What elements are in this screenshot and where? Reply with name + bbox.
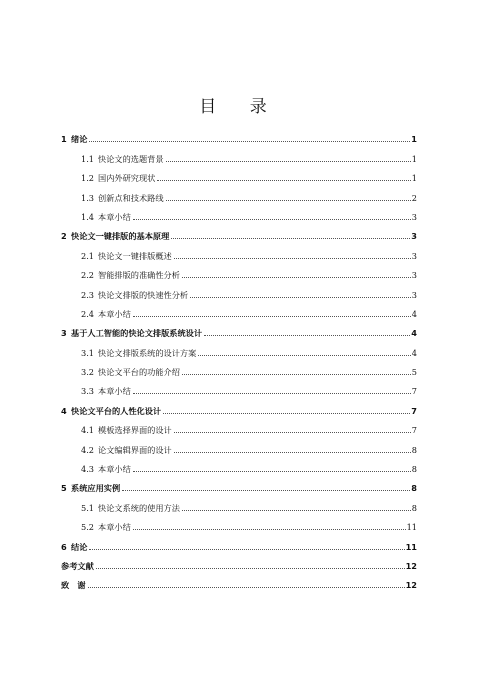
entry-title: 参考文献: [61, 560, 94, 571]
entry-page-number: 8: [411, 502, 417, 513]
entry-page-number: 3: [411, 250, 417, 261]
dot-leader: [174, 451, 411, 453]
entry-title: 智能排版的准确性分析: [98, 270, 180, 281]
dot-leader: [88, 586, 405, 588]
entry-page-number: 1: [411, 134, 417, 145]
toc-chapter-entry: [61, 319, 417, 338]
entry-page-number: 11: [405, 541, 417, 552]
entry-title: 快论文一键排版概述: [98, 250, 172, 261]
entry-page-number: 3: [411, 231, 417, 242]
entry-number: 1: [61, 134, 67, 145]
entry-page-number: 3: [411, 211, 417, 222]
entry-title: 快论文平台的人性化设计: [71, 405, 162, 416]
toc-section-entry: [61, 435, 417, 454]
dot-leader: [198, 354, 411, 356]
entry-title: 本章小结: [98, 464, 131, 475]
entry-title: 绪论: [71, 134, 88, 145]
entry-title: 本章小结: [98, 308, 131, 319]
entry-number: 5.1: [81, 502, 95, 513]
entry-title: 本章小结: [98, 386, 131, 397]
entry-number: 1.3: [81, 192, 95, 203]
entry-title: 模板选择界面的设计: [98, 425, 172, 436]
entry-number: 2: [61, 231, 67, 242]
toc-section-entry: [61, 144, 417, 163]
dot-leader: [89, 548, 404, 550]
entry-number: 3.3: [81, 386, 95, 397]
entry-number: 2.1: [81, 250, 95, 261]
entry-page-number: 12: [405, 560, 417, 571]
toc-chapter-entry: [61, 396, 417, 415]
entry-number: 2.3: [81, 289, 95, 300]
entry-title: 创新点和技术路线: [98, 192, 164, 203]
entry-title: 本章小结: [98, 211, 131, 222]
entry-page-number: 7: [411, 386, 417, 397]
dot-leader: [174, 431, 411, 433]
dot-leader: [190, 296, 411, 298]
entry-number: 4.1: [81, 425, 95, 436]
dot-leader: [171, 237, 410, 239]
dot-leader: [96, 567, 405, 569]
toc-section-entry: [61, 513, 417, 532]
dot-leader: [166, 160, 411, 162]
entry-page-number: 7: [411, 425, 417, 436]
toc-title: 目 录: [199, 97, 281, 117]
dot-leader: [133, 315, 411, 317]
entry-number: 4.2: [81, 444, 95, 455]
entry-title: 结论: [71, 541, 88, 552]
entry-number: 4: [61, 405, 67, 416]
toc-section-entry: [61, 416, 417, 435]
dot-leader: [174, 257, 411, 259]
entry-page-number: 3: [411, 270, 417, 281]
dot-leader: [157, 179, 410, 181]
entry-number: 2.4: [81, 308, 95, 319]
dot-leader: [163, 412, 410, 414]
entry-title: 系统应用实例: [71, 483, 121, 494]
dot-leader: [133, 528, 406, 530]
entry-title: 基于人工智能的快论文排版系统设计: [71, 328, 203, 339]
entry-page-number: 4: [411, 347, 417, 358]
entry-page-number: 4: [411, 328, 417, 339]
dot-leader: [122, 489, 410, 491]
toc-chapter-entry: [61, 552, 417, 571]
entry-number: 5.2: [81, 522, 95, 533]
entry-page-number: 8: [411, 483, 417, 494]
entry-title: 本章小结: [98, 522, 131, 533]
entry-number: 3.1: [81, 347, 95, 358]
dot-leader: [133, 470, 411, 472]
entry-title: 快论文系统的使用方法: [98, 502, 180, 513]
entry-number: 4.3: [81, 464, 95, 475]
entry-page-number: 3: [411, 289, 417, 300]
entry-page-number: 8: [411, 464, 417, 475]
entry-title: 国内外研究现状: [98, 173, 156, 184]
entry-title: 快论文平台的功能介绍: [98, 367, 180, 378]
entry-page-number: 12: [405, 580, 417, 591]
toc-section-entry: [61, 358, 417, 377]
toc-chapter-entry: [61, 532, 417, 551]
toc-section-entry: [61, 183, 417, 202]
entry-title: 论文编辑界面的设计: [98, 444, 172, 455]
dot-leader: [182, 509, 411, 511]
dot-leader: [89, 140, 410, 142]
entry-page-number: 1: [411, 153, 417, 164]
entry-number: 3.2: [81, 367, 95, 378]
toc-section-entry: [61, 261, 417, 280]
entry-number: 1.1: [81, 153, 95, 164]
entry-page-number: 7: [411, 405, 417, 416]
entry-number: 3: [61, 328, 67, 339]
entry-number: 1.4: [81, 211, 95, 222]
toc-section-entry: [61, 164, 417, 183]
entry-number: 2.2: [81, 270, 95, 281]
entry-title: 快论文排版系统的设计方案: [98, 347, 197, 358]
toc-section-entry: [61, 241, 417, 260]
entry-page-number: 1: [411, 173, 417, 184]
entry-title: 快论文一键排版的基本原理: [71, 231, 170, 242]
dot-leader: [204, 334, 410, 336]
entry-number: 1.2: [81, 173, 95, 184]
entry-title: 快论文的选题背景: [98, 153, 164, 164]
entry-page-number: 8: [411, 444, 417, 455]
toc-section-entry: [61, 300, 417, 319]
entry-page-number: 11: [406, 522, 417, 533]
dot-leader: [133, 218, 411, 220]
entry-title: 致 谢: [61, 580, 86, 591]
dot-leader: [182, 373, 411, 375]
toc-section-entry: [61, 377, 417, 396]
toc-section-entry: [61, 203, 417, 222]
dot-leader: [166, 199, 411, 201]
entry-number: 5: [61, 483, 67, 494]
entry-page-number: 2: [411, 192, 417, 203]
toc-chapter-entry: [61, 571, 417, 590]
toc-section-entry: [61, 493, 417, 512]
toc-chapter-entry: [61, 125, 417, 144]
dot-leader: [133, 392, 411, 394]
entry-number: 6: [61, 541, 67, 552]
toc-chapter-entry: [61, 474, 417, 493]
entry-page-number: 4: [411, 308, 417, 319]
entry-page-number: 5: [411, 367, 417, 378]
toc-section-entry: [61, 455, 417, 474]
toc-section-entry: [61, 338, 417, 357]
table-of-contents: [61, 125, 417, 590]
entry-title: 快论文排版的快速性分析: [98, 289, 189, 300]
toc-chapter-entry: [61, 222, 417, 241]
dot-leader: [182, 276, 411, 278]
toc-section-entry: [61, 280, 417, 299]
